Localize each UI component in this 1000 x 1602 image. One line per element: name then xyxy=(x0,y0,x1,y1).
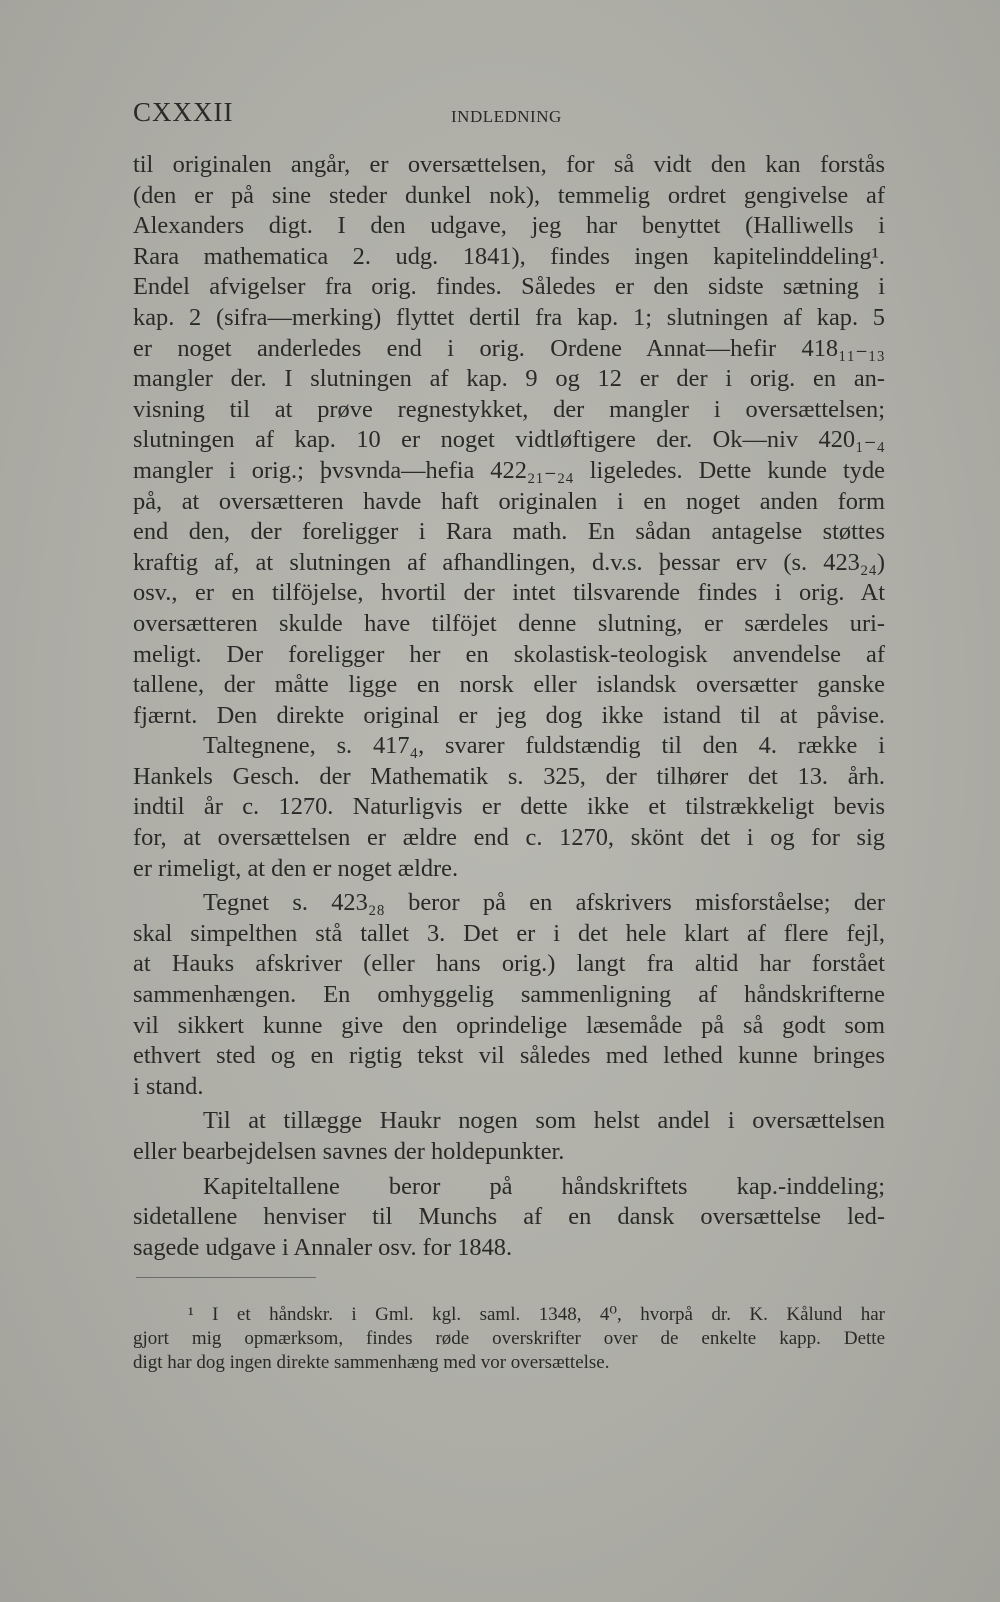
text-line: kraftig af, at slutningen af afhandlingen, d.v.s. þessar erv (s. 423₂₄) xyxy=(133,548,885,576)
text-line: er noget anderledes end i orig. Ordene Annat—hefir 418₁₁₋₁₃ xyxy=(133,334,885,362)
text-line: i stand. xyxy=(133,1072,204,1100)
text-line: tallene, der måtte ligge en norsk eller islandsk oversætter ganske xyxy=(133,671,885,699)
text-line: eller bearbejdelsen savnes der holdepunkter. xyxy=(133,1138,565,1165)
text-line: Endel afvigelser fra orig. findes. Således er den sidste sætning i xyxy=(133,273,885,301)
text-line: Taltegnene, s. 417₄, svarer fuldstændig til den 4. række i xyxy=(203,732,885,760)
text-line: at Hauks afskriver (eller hans orig.) langt fra altid har forstået xyxy=(133,950,885,978)
text-line: mangler i orig.; þvsvnda—hefia 422₂₁₋₂₄ ligeledes. Dette kunde tyde xyxy=(133,456,885,484)
text-line: osv., er en tilföjelse, hvortil der intet tilsvarende findes i orig. At xyxy=(133,579,885,607)
page-number: CXXXII xyxy=(133,97,234,127)
main-text xyxy=(133,150,885,1263)
text-line: er rimeligt, at den er noget ældre. xyxy=(133,854,459,882)
footnote-line: gjort mig opmærksom, findes røde overskrifter over de enkelte kapp. Dette xyxy=(133,1328,885,1349)
text-line: skal simpelthen stå tallet 3. Det er i det hele klart af flere fejl, xyxy=(133,919,885,947)
text-line: Tegnet s. 423₂₈ beror på en afskrivers misforståelse; der xyxy=(203,889,885,917)
text-line: sammenhængen. En omhyggelig sammenligning af håndskrifterne xyxy=(133,981,885,1009)
page-header xyxy=(133,97,867,137)
text-line: Hankels Gesch. der Mathematik s. 325, der tilhører det 13. årh. xyxy=(133,762,885,790)
text-line: Til at tillægge Haukr nogen som helst andel i oversættelsen xyxy=(203,1107,885,1135)
footnote-line: digt har dog ingen direkte sammenhæng med vor oversættelse. xyxy=(133,1352,610,1373)
text-line: slutningen af kap. 10 er noget vidtløftigere der. Ok—niv 420₁₋₄ xyxy=(133,426,885,454)
footnote-rule xyxy=(136,1277,316,1278)
text-line: visning til at prøve regnestykket, der mangler i oversættelsen; xyxy=(133,395,885,423)
footnote-line: ¹ I et håndskr. i Gml. kgl. saml. 1348, 4⁰, hvorpå dr. K. Kålund har xyxy=(188,1304,885,1325)
text-line: til originalen angår, er oversættelsen, for så vidt den kan forstås xyxy=(133,151,885,178)
text-line: fjærnt. Den direkte original er jeg dog ikke istand til at påvise. xyxy=(133,701,885,729)
text-line: indtil år c. 1270. Naturligvis er dette ikke et tilstrækkeligt bevis xyxy=(133,793,885,821)
text-line: oversætteren skulde have tilföjet denne slutning, er særdeles uri- xyxy=(133,609,885,637)
text-line: for, at oversættelsen er ældre end c. 1270, skönt det i og for sig xyxy=(133,824,885,852)
text-line: ethvert sted og en rigtig tekst vil således med lethed kunne bringes xyxy=(133,1042,885,1070)
text-line: meligt. Der foreligger her en skolastisk-teologisk anvendelse af xyxy=(133,640,885,668)
text-line: (den er på sine steder dunkel nok), temmelig ordret gengivelse af xyxy=(133,181,885,209)
running-head: INDLEDNING xyxy=(451,107,562,126)
text-line: sagede udgave i Annaler osv. for 1848. xyxy=(133,1233,513,1261)
text-line: kap. 2 (sifra—merking) flyttet dertil fra kap. 1; slutningen af kap. 5 xyxy=(133,303,885,331)
text-line: sidetallene henviser til Munchs af en dansk oversættelse led- xyxy=(133,1203,885,1231)
footnotes xyxy=(133,1303,885,1375)
text-line: Alexanders digt. I den udgave, jeg har benyttet (Halliwells i xyxy=(133,212,885,240)
text-line: Kapiteltallene beror på håndskriftets kap.-inddeling; xyxy=(203,1172,885,1200)
text-line: mangler der. I slutningen af kap. 9 og 12 er der i orig. en an- xyxy=(133,365,885,393)
text-line: på, at oversætteren havde haft originalen i en noget anden form xyxy=(133,487,885,515)
text-line: Rara mathematica 2. udg. 1841), findes ingen kapitelinddeling¹. xyxy=(133,242,885,270)
text-line: end den, der foreligger i Rara math. En sådan antagelse støttes xyxy=(133,518,885,546)
text-line: vil sikkert kunne give den oprindelige læsemåde på så godt som xyxy=(133,1011,885,1039)
